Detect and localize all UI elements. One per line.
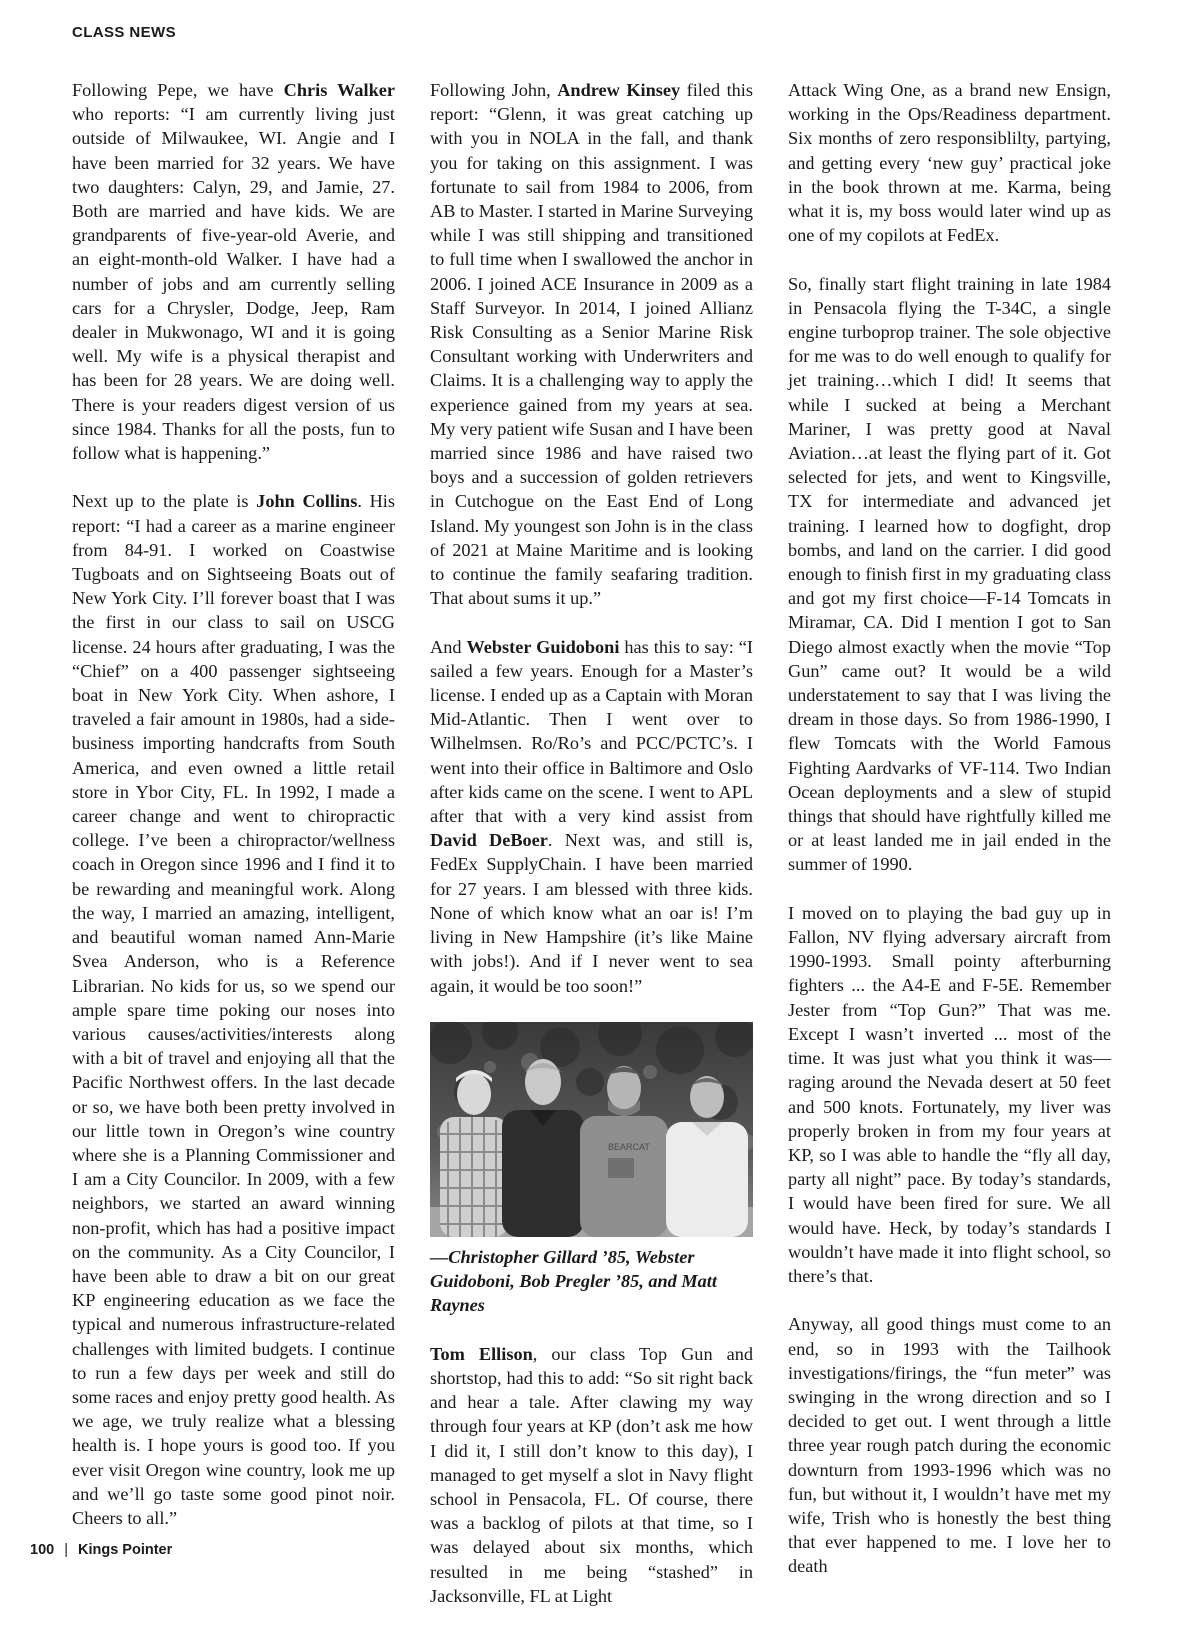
column-2 (430, 78, 753, 1632)
section-heading: CLASS NEWS (72, 24, 177, 41)
publication-name: Kings Pointer (77, 1542, 173, 1558)
name-chris-walker: Chris Walker (283, 80, 395, 100)
svg-text:BEARCAT: BEARCAT (608, 1141, 650, 1152)
name-tom-ellison: Tom Ellison (430, 1343, 533, 1364)
name-david-deboer: David DeBoer (430, 830, 548, 851)
paragraph-chris-walker: Following Pepe, we have Chris Walker who reports: “I am currently living just outside of Milwaukee, WI. Angie and I have been married for 32 years. We have two daughters: Calyn, 29, and Jamie, 27. Both are married and have kids. We are grandparents of five-year-old Averie, and an eight-month-old Walker. I have had a number of jobs and am currently selling cars for a Chrysler, Dodge, Jeep, Ram dealer in Mukwonago, WI and it is going well. My wife is a physical therapist and has been for 28 years. We are doing well. There is your readers digest version of us since 1984. Thanks for all the posts, fun to follow what is happening.” (72, 80, 395, 464)
paragraph-light-attack-wing: Attack Wing One, as a brand new Ensign, working in the Ops/Readiness department. Six months of zero responsiblilty, partying, and getting every ‘new guy’ practical joke in the book thrown at me. Karma, being what it is, my boss would later wind up as one of my copilots at FedEx. (788, 80, 1111, 246)
column-3 (788, 78, 1111, 1603)
page-number: 100 (30, 1542, 55, 1558)
group-photo (430, 1022, 753, 1237)
paragraph-john-collins: Next up to the plate is John Collins. His report: “I had a career as a marine engineer from 84-91. I worked on Coastwise Tugboats and on Sightseeing Boats out of New York City. I’ll forever boast that I was the first in our class to sail on USCG license. 24 hours after graduating, I was the “Chief” on a 400 passenger sightseeing boat in New York City. When ashore, I traveled a fair amount in 1980s, had a side-business importing handcrafts from South America, and even owned a little retail store in Ybor City, FL. In 1992, I made a career change and went to chiropractic college. I’ve been a chiropractor/wellness coach in Oregon since 1996 and I find it to be rewarding and meaningful work. Along the way, I married an amazing, intelligent, and beautiful woman named Ann-Marie Svea Anderson, who is a Reference Librarian. No kids for us, so we spend our ample spare time poking our noses into various causes/activities/interests along with a bit of travel and enjoying all that the Pacific Northwest offers. In the last decade or so, we have both been pretty involved in our little town in Oregon’s wine country where she is a Planning Commissioner and I am a City Councilor. In 2009, with a few neighbors, we started an award winning non-profit, which has had a positive impact on the community. As a City Councilor, I have been able to draw a bit on our great KP engineering education as we face the typical and numerous infrastructure-related challenges with limited budgets. I continue to run a few days per week and still do some races and enjoy pretty good health. As we age, we truly realize what a blessing health is. I hope yours is good too. If you ever visit Oregon wine country, look me up and we’ll go taste some good pinot noir. Cheers to all.” (72, 491, 395, 1528)
paragraph-andrew-kinsey: Following John, Andrew Kinsey filed this report: “Glenn, it was great catching up with you in NOLA in the fall, and thank you for taking on this assignment. I was fortunate to sail from 1984 to 2006, from AB to Master. I started in Marine Surveying while I was still shipping and transitioned to full time when I swallowed the anchor in 2006. I joined ACE Insurance in 2009 as a Staff Surveyor. In 2014, I joined Allianz Risk Consulting as a Senior Marine Risk Consultant working with Underwriters and Claims. It is a challenging way to apply the experience gained from my years at sea. My very patient wife Susan and I have been married since 1986 and have raised two boys and a succession of golden retrievers in Cutchogue on the East End of Long Island. My youngest son John is in the class of 2021 at Maine Maritime and is looking to continue the family seafaring tradition. That about sums it up.” (430, 80, 753, 609)
page-footer (30, 1542, 172, 1558)
name-john-collins: John Collins (256, 491, 358, 512)
column-1 (72, 78, 395, 1554)
photo-caption: —Christopher Gillard ’85, Webster Guidoboni, Bob Pregler ’85, and Matt Raynes (430, 1246, 717, 1316)
name-andrew-kinsey: Andrew Kinsey (557, 80, 681, 100)
paragraph-flight-training: So, finally start flight training in late 1984 in Pensacola flying the T-34C, a single engine turboprop trainer. The sole objective for me was to do well enough to qualify for jet training…which I did! It seems that while I sucked at being a Merchant Mariner, I was pretty good at Naval Aviation…at least the flying part of it. Got selected for jets, and went to Kingsville, TX for intermediate and advanced jet training. I learned how to dogfight, drop bombs, and land on the carrier. I did good enough to finish first in my graduating class and got my first choice—F-14 Tomcats in Miramar, CA. Did I mention I got to San Diego almost exactly when the movie “Top Gun” came out? It would be a wild understatement to say that I was living the dream in those days. So from 1986-1990, I flew Tomcats with the World Famous Fighting Aardvarks of VF-114. Two Indian Ocean deployments and a slew of stupid things that should have rightfully killed me or at least landed me in jail ended in the summer of 1990. (788, 273, 1111, 875)
paragraph-webster-guidoboni: And Webster Guidoboni has this to say: “I sailed a few years. Enough for a Master’s license. I ended up as a Captain with Moran Mid-Atlantic. Then I went over to Wilhelmsen. Ro/Ro’s and PCC/PCTC’s. I went into their office in Baltimore and Oslo after kids came on the scene. I went to APL after that with a very kind assist from David DeBoer. Next was, and still is, FedEx SupplyChain. I have been married for 27 years. I am blessed with three kids. None of which know what an oar is! I’m living in New Hampshire (it’s like Maine with jobs!). And if I never went to sea again, it would be too soon!” (430, 636, 753, 996)
footer-separator: | (64, 1542, 68, 1558)
name-webster-guidoboni: Webster Guidoboni (466, 636, 620, 657)
paragraph-tom-ellison: Tom Ellison, our class Top Gun and shortstop, had this to add: “So sit right back and hear a tale. After clawing my way through four years at KP (don’t ask me how I did it, I still don’t know to this day), I managed to get myself a slot in Navy flight school in Pensacola, FL. Of course, there was a backlog of pilots at that time, so I was delayed about six months, which resulted in me being “stashed” in Jacksonville, FL at Light (430, 1343, 753, 1606)
paragraph-tailhook: Anyway, all good things must come to an end, so in 1993 with the Tailhook investigations/firings, the “fun meter” was swinging in the wrong direction and so I decided to get out. I went through a little three year rough patch during the economic downturn from 1993-1996 which was no fun, but without it, I wouldn’t have met my wife, Trish who is honestly the best thing that ever happened to me. I love her to death (788, 1314, 1111, 1577)
paragraph-fallon: I moved on to playing the bad guy up in Fallon, NV flying adversary aircraft from 1990-1993. Small pointy afterburning fighters ... the A4-E and F-5E. Remember Jester from “Top Gun?” That was me. Except I wasn’t inverted ... most of the time. It was just what you think it was—raging around the Nevada desert at 50 feet and 500 knots. Fortunately, my liver was properly broken in from my four years at KP, so I was able to handle the “fly all day, party all night” pace. By today’s standards, I would have been fired for sure. We all would have. Heck, by today’s standards I wouldn’t have made it into flight school, so there’s that. (788, 902, 1111, 1286)
